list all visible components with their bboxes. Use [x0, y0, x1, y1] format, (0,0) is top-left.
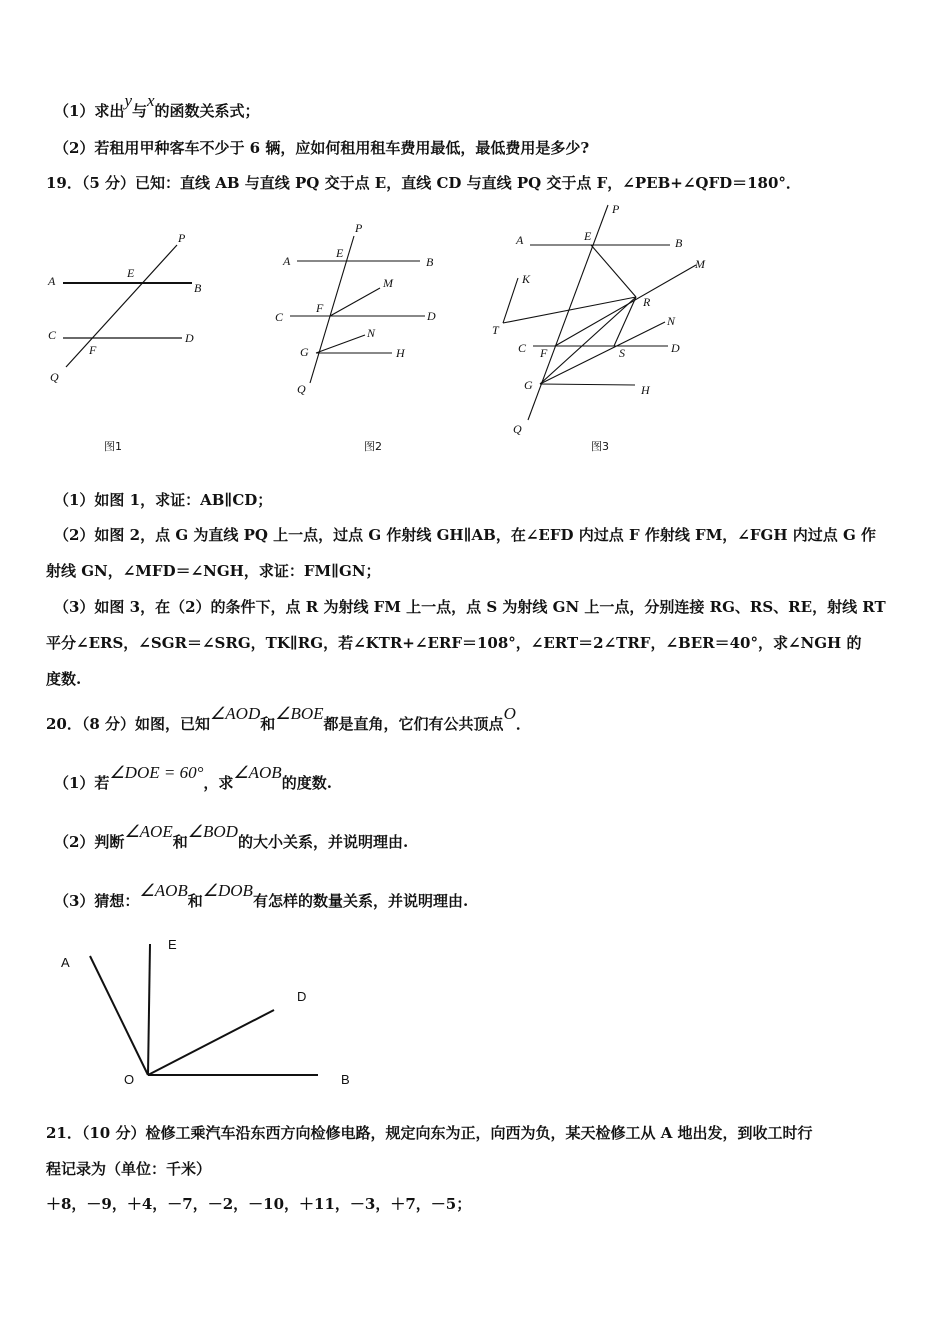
- fig1-label-B: B: [194, 281, 202, 295]
- fig2-label-C: C: [275, 310, 284, 324]
- fig3-label-G: G: [524, 378, 533, 392]
- fig2-label-B: B: [426, 255, 434, 269]
- q20-label-O: O: [124, 1072, 135, 1087]
- fig3-caption: 图3: [591, 440, 609, 453]
- fig1-label-A: A: [48, 274, 56, 288]
- q18-part2: （2）若租用甲种客车不少于 6 辆，应如何租用租车费用最低，最低费用是多少?: [54, 139, 590, 157]
- fig1-label-C: C: [48, 328, 57, 342]
- fig3-label-A: A: [516, 233, 524, 247]
- fig1-label-F: F: [89, 343, 97, 357]
- q19-figure-1: [63, 245, 192, 367]
- var-x: x: [147, 91, 155, 110]
- q19-figures: [0, 195, 950, 465]
- fig3-label-N: N: [667, 314, 676, 328]
- q19-part2-line1: （2）如图 2，点 G 为直线 PQ 上一点，过点 G 作射线 GH∥AB，在∠EFD 内过点 F 作射线 FM，∠FGH 内过点 G 作: [54, 526, 876, 544]
- fig2-label-G: G: [300, 345, 309, 359]
- fig2-label-N: N: [367, 326, 376, 340]
- fig3-label-P: P: [612, 202, 620, 216]
- q20-label-E: E: [168, 937, 177, 952]
- fig1-label-E: E: [127, 266, 135, 280]
- fig2-label-P: P: [355, 221, 363, 235]
- point-O: O: [503, 704, 516, 723]
- angle-AOB-2: ∠AOB: [139, 881, 188, 900]
- fig3-label-M: M: [695, 257, 705, 271]
- q19-figure-2: [290, 236, 425, 383]
- angle-BOD: ∠BOD: [187, 822, 238, 841]
- fig1-label-Q: Q: [50, 370, 59, 384]
- q19-part3-line2: 平分∠ERS，∠SGR＝∠SRG，TK∥RG，若∠KTR+∠ERF＝108°，∠ERT＝2∠TRF，∠BER＝40°，求∠NGH 的: [46, 634, 862, 652]
- q20-stem: 20．（8 分）如图，已知∠AOD和∠BOE都是直角，它们有公共顶点O．: [46, 704, 531, 733]
- q21-records: ＋8，－9，＋4，－7，－2，－10，＋11，－3，＋7，－5；: [46, 1195, 472, 1213]
- fig3-label-B: B: [675, 236, 683, 250]
- q19-part3-line1: （3）如图 3，在（2）的条件下，点 R 为射线 FM 上一点，点 S 为射线 GN 上一点，分别连接 RG、RS、RE，射线 RT: [54, 598, 886, 616]
- math-DOE-60: ∠DOE = 60°: [109, 763, 204, 782]
- q20-figure: [0, 930, 400, 1100]
- q20-label-A: A: [61, 955, 70, 970]
- fig1-caption: 图1: [104, 440, 122, 453]
- fig1-label-P: P: [178, 231, 186, 245]
- q21-stem-line2: 程记录为（单位：千米）: [46, 1160, 212, 1178]
- fig3-label-F: F: [540, 346, 548, 360]
- angle-AOB: ∠AOB: [233, 763, 282, 782]
- fig2-label-A: A: [283, 254, 291, 268]
- fig3-label-Q: Q: [513, 422, 522, 436]
- fig1-label-D: D: [185, 331, 194, 345]
- q18-part1: （1）求出y与x的函数关系式；: [54, 91, 260, 120]
- angle-AOD: ∠AOD: [210, 704, 261, 723]
- q19-part2-line2: 射线 GN，∠MFD＝∠NGH，求证：FM∥GN；: [46, 562, 381, 580]
- q21-stem-line1: 21．（10 分）检修工乘汽车沿东西方向检修电路，规定向东为正，向西为负，某天检修工从 A 地出发，到收工时行: [46, 1124, 813, 1142]
- angle-DOB: ∠DOB: [202, 881, 253, 900]
- q19-stem: 19．（5 分）已知：直线 AB 与直线 PQ 交于点 E，直线 CD 与直线 PQ 交于点 F，∠PEB+∠QFD＝180°．: [46, 174, 801, 192]
- fig3-label-C: C: [518, 341, 527, 355]
- fig3-label-R: R: [643, 295, 651, 309]
- fig3-label-T: T: [492, 323, 499, 337]
- fig2-label-E: E: [336, 246, 344, 260]
- q20-part1: （1）若∠DOE = 60°，求∠AOB的度数.: [54, 763, 332, 792]
- fig2-label-H: H: [396, 346, 405, 360]
- fig3-label-K: K: [522, 272, 531, 286]
- q19-part3-line3: 度数.: [46, 670, 82, 688]
- fig3-label-H: H: [641, 383, 650, 397]
- var-y: y: [124, 91, 132, 110]
- q19-part1: （1）如图 1，求证：AB∥CD；: [54, 491, 273, 509]
- angle-BOE: ∠BOE: [275, 704, 324, 723]
- fig2-label-F: F: [316, 301, 324, 315]
- fig3-label-S: S: [619, 346, 625, 360]
- fig2-label-D: D: [427, 309, 436, 323]
- fig2-caption: 图2: [364, 440, 382, 453]
- fig2-label-Q: Q: [297, 382, 306, 396]
- q20-part3: （3）猜想：∠AOB和∠DOB有怎样的数量关系，并说明理由.: [54, 881, 469, 910]
- q20-label-D: D: [297, 989, 307, 1004]
- fig2-label-M: M: [383, 276, 393, 290]
- q20-part2: （2）判断∠AOE和∠BOD的大小关系，并说明理由.: [54, 822, 409, 851]
- fig3-label-D: D: [671, 341, 680, 355]
- fig3-label-E: E: [584, 229, 592, 243]
- q20-label-B: B: [341, 1072, 350, 1087]
- angle-AOE: ∠AOE: [124, 822, 173, 841]
